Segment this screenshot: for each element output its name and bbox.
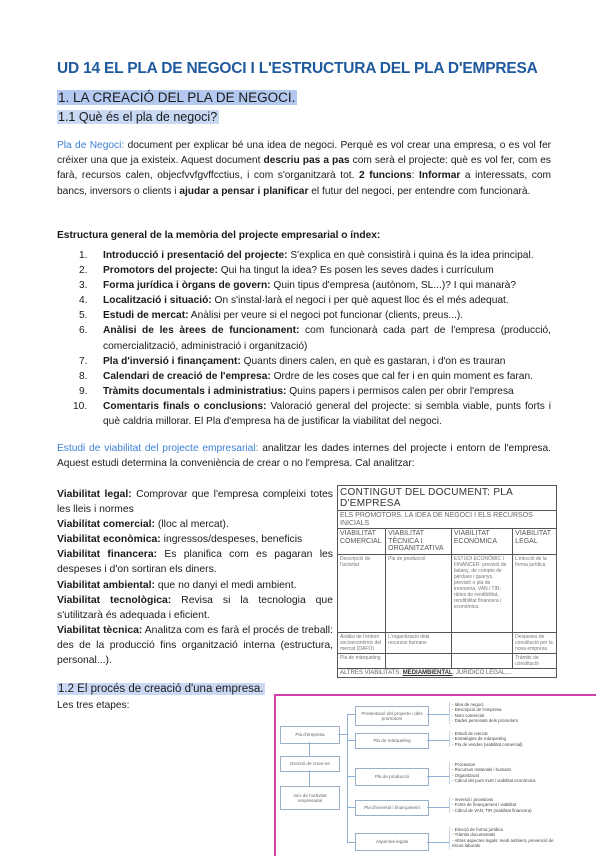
list-item: 7. Pla d'inversió i finançament: Quants diners calen, en què es gastaran, i d'on es trauran xyxy=(79,355,506,367)
table-row: Pla de màrqueting Tràmits de constitució xyxy=(338,653,557,668)
table-row: Descripció de l'activitat Pla de producció ESTUDI ECONÒMIC I FINANCER: previsió de balanç, de compte de pèrdues i guanys, previsió o pla de tresoreria, VAN i TIR, ràtios de rendibilitat, rendibilitat financera i econòmica. L'elecció de la forma jurídica xyxy=(338,554,557,632)
table-title: CONTINGUT DEL DOCUMENT: PLA D'EMPRESA xyxy=(338,486,557,511)
list-item: 3. Forma jurídica i òrgans de govern: Quin tipus d'empresa (autònom, SL...)? I qui manarà? xyxy=(79,280,517,292)
list-item: 8. Calendari de creació de l'empresa: Ordre de les coses que cal fer i en quin moment es faran. xyxy=(79,370,533,382)
diagram-detail-list: - Inversió i provisions - Fonts de finançament i viabilitat - Càlcul de VAN, TIR (viabilitat financera) xyxy=(449,797,562,813)
viability-item: Viabilitat comercial: (lloc al mercat). xyxy=(57,519,229,531)
term-viability-study: Estudi de viabilitat del projecte empresarial: xyxy=(57,443,259,454)
table-subtitle: ELS PROMOTORS. LA IDEA DE NEGOCI I ELS RECURSOS INICIALS xyxy=(338,511,557,529)
diagram-node: Inici de l'activitat empresarial xyxy=(280,786,340,810)
viability-item: Viabilitat ambiental: que no danyi el medi ambient. xyxy=(57,579,297,591)
connector xyxy=(309,742,310,756)
diagram-node: Pla de màrqueting xyxy=(355,733,429,749)
viability-study-intro: Estudi de viabilitat del projecte empresarial: analitzar les dades internes del projecte i entorn de l'empresa. Aquest estudi determina la conveniència de crear o no l'empresa. Cal analitzar: xyxy=(57,443,551,470)
table-column-header: VIABILITAT TÈCNICA I ORGANITZATIVA xyxy=(386,529,452,555)
diagram-detail-list: - Estudi de mercat - Estratègies de màrqueting - Pla de vendes (viabilitat comercial) xyxy=(449,731,562,747)
subsection-heading-1-1: 1.1 Què és el pla de negoci? xyxy=(58,110,218,124)
viability-item: Viabilitat tecnològica: Revisa si la tecnologia que s'utilitzarà és adequada i eficient. xyxy=(57,594,333,621)
diagram-node: Pla d'inversió i finançament xyxy=(355,800,429,816)
list-item: 9. Tràmits documentals i administratius: Quins papers i permisos calen per obrir l'empresa xyxy=(79,385,514,397)
diagram-node: Pla d'empresa xyxy=(280,726,340,744)
table-row: Anàlisi de l'entorn socioeconòmic del mercat (DAFO) L'organització dels recursos humans Despeses de constitució per la nova empresa xyxy=(338,632,557,653)
list-item: 4. Localització i situació: On s'instal·larà el negoci i per què aquest lloc és el més adequat. xyxy=(79,295,509,307)
table-column-header: VIABILITAT COMERCIAL xyxy=(338,529,386,555)
list-item: 1. Introducció i presentació del projecte: S'explica en què consistirà i quina és la idea principal. xyxy=(79,250,534,261)
diagram-node: Aspectes legals xyxy=(355,833,429,851)
list-item: 5. Estudi de mercat: Anàlisi per veure si el negoci pot funcionar (clients, preus...). xyxy=(79,310,464,322)
table-column-header: VIABILITAT ECONÒMICA xyxy=(451,529,512,555)
stages-label: Les tres etapes: xyxy=(57,700,130,711)
table-column-header: VIABILITAT LEGAL xyxy=(513,529,557,555)
creation-process-diagram xyxy=(274,694,596,856)
table-footer: ALTRES VIABILITATS: MEDIAMBIENTAL, JURÍDICO LEGAL,... xyxy=(338,668,557,677)
document-title: UD 14 EL PLA DE NEGOCI I L'ESTRUCTURA DEL PLA D'EMPRESA xyxy=(57,60,538,77)
connector xyxy=(347,714,348,842)
viability-item: Viabilitat econòmica: ingressos/despeses, beneficis xyxy=(57,534,303,546)
list-item: 6. Anàlisi de les àrees de funcionament: com funcionarà cada part de l'empresa (producció, comercialització, administració i organització) xyxy=(79,325,551,352)
section-heading-1: 1. LA CREACIÓ DEL PLA DE NEGOCI. xyxy=(58,90,296,105)
business-plan-definition: Pla de Negoci: document per explicar bé una idea de negoci. Perquè es vol crear una empresa, o es vol fer créixer una que ja existeix. Aquest document descriu pas a pas com serà el projecte: què es vol fer, com es farà, recursos calen, objecfvvfgvffcctius, i com s'organitzarà tot. 2 funcions: Informar a interessats, com bancs, inversors o clients i ajudar a pensar i planificar el futur del negoci, per entendre com funcionarà. xyxy=(57,140,552,197)
connector xyxy=(309,770,310,786)
index-list xyxy=(57,248,551,429)
subsection-heading-1-2: 1.2 El procés de creació d'una empresa. xyxy=(58,683,264,695)
diagram-node: Pla de producció xyxy=(355,768,429,786)
diagram-node: Decisió de crear-ne xyxy=(280,756,340,772)
viability-item: Viabilitat tècnica: Analitza com es farà el procés de treball: des de la producció fins organització interna (estructura, personal...). xyxy=(57,624,333,667)
viability-item: Viabilitat financera: Es planifica com es pagaran les despeses i d'on sortiran els diners. xyxy=(57,549,333,576)
term-business-plan: Pla de Negoci: xyxy=(57,140,125,151)
list-item: 2. Promotors del projecte: Qui ha tingut la idea? Es posen les seves dades i currículum xyxy=(79,265,494,277)
business-plan-content-table xyxy=(337,485,557,678)
viability-item: Viabilitat legal: Comprovar que l'empresa compleixi totes les lleis i normes xyxy=(57,489,334,516)
diagram-node: Presentació del projecte i dels promotors xyxy=(355,706,429,726)
list-item: 10. Comentaris finals o conclusions: Valoració general del projecte: si sembla viable, punts forts i què caldria millorar. El Pla d'empresa ha de justificar la viabilitat del negoci. xyxy=(73,400,551,428)
structure-heading: Estructura general de la memòria del projecte empresarial o índex: xyxy=(57,230,381,241)
diagram-detail-list: - Processos - Recursos materials i humans - Organització - Càlcul del punt mort i viabilitat econòmica xyxy=(449,762,562,784)
connector xyxy=(338,734,347,735)
diagram-detail-list: - Elecció de forma jurídica - Tràmits documentals - Altres aspectes legals: medi ambient, prevenció de riscos laborals xyxy=(449,827,562,849)
viability-list xyxy=(57,487,333,668)
diagram-detail-list: - Idea de negoci - Descripció de l'empresa - Nom comercial - Dades personals dels promotors xyxy=(449,702,562,724)
